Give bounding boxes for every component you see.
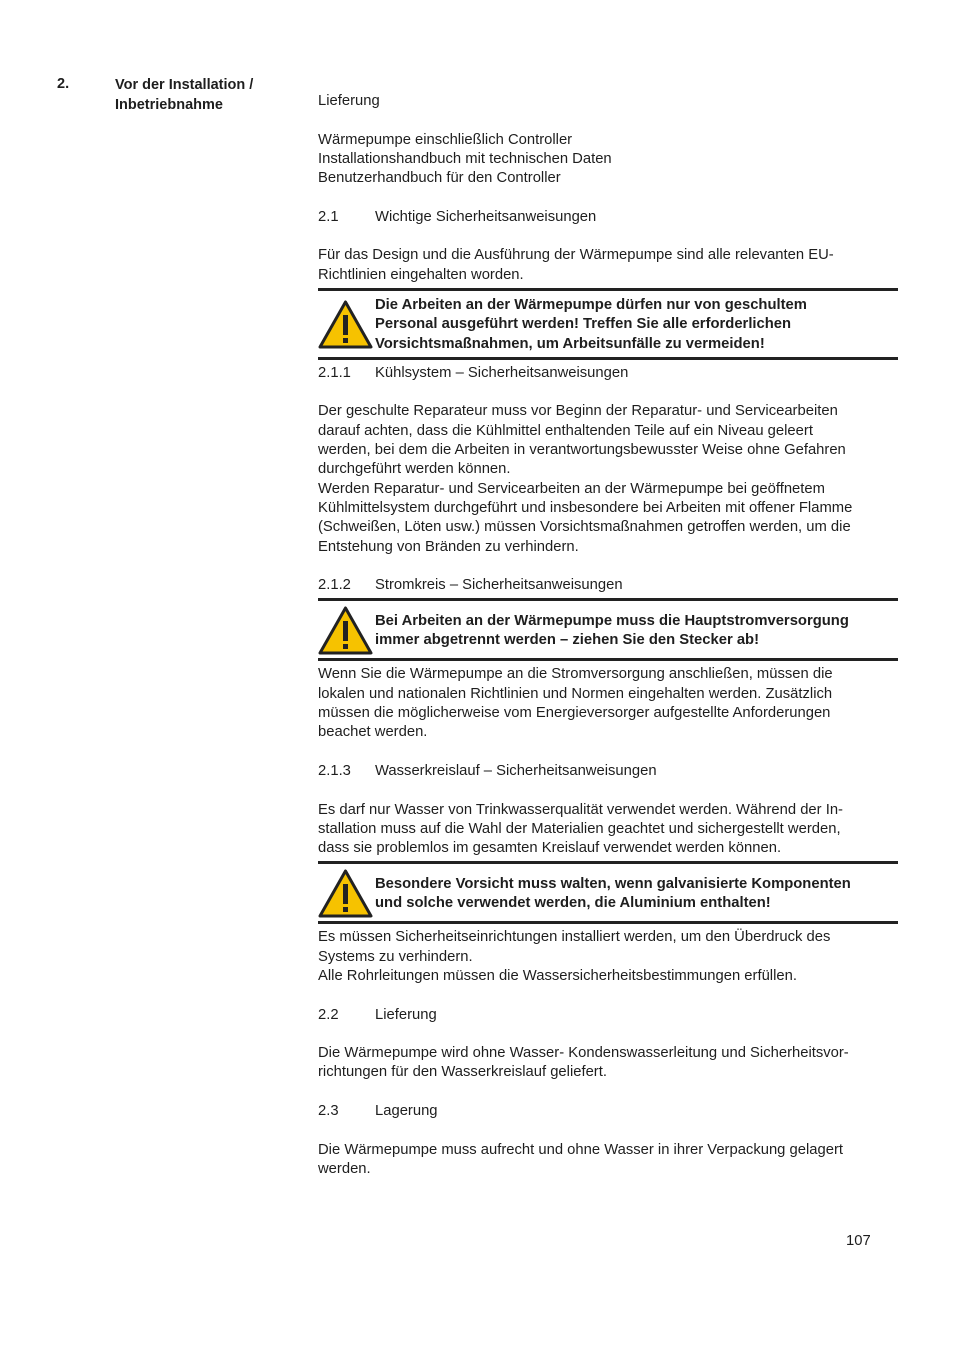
paragraph-line: Entstehung von Bränden zu verhindern. [318,538,579,555]
paragraph-line: Richtlinien eingehalten worden. [318,266,524,283]
chapter-number: 2. [57,76,70,92]
paragraph-line: Alle Rohrleitungen müssen die Wassersicherheitsbestimmungen erfüllen. [318,967,797,984]
warning-text-line: Die Arbeiten an der Wärmepumpe dürfen nur von geschultem [375,296,807,313]
delivery-heading: Lieferung [318,93,380,109]
paragraph-line: müssen die möglicherweise vom Energieversorger aufgestellte Anforderungen [318,705,831,722]
paragraph-line: durchgeführt werden können. [318,461,511,478]
paragraph-line: stallation muss auf die Wahl der Materialien geachtet und sichergestellt werden, [318,820,841,837]
paragraph-line: werden, bei dem die Arbeiten in verantwortungsbewusster Weise ohne Gefahren [318,442,846,459]
paragraph-line: Für das Design und die Ausführung der Wärmepumpe sind alle relevanten EU- [318,247,834,264]
section-number: 2.2 [318,1006,339,1023]
section-number: 2.1.1 [318,364,351,381]
paragraph-line: Der geschulte Reparateur muss vor Beginn der Reparatur- und Servicearbeiten [318,403,838,420]
section-title: Lieferung [375,1006,437,1023]
warning-box-galvanized [318,861,898,924]
section-number: 2.1 [318,208,339,225]
warning-box-personnel [318,288,898,360]
paragraph-line: beachet werden. [318,724,428,741]
warning-text-line: und solche verwendet werden, die Aluminium enthalten! [375,894,771,911]
section-heading-2-1 [318,208,898,227]
section-heading-2-1-1 [318,364,898,383]
warning-text-line: Personal ausgeführt werden! Treffen Sie alle erforderlichen [375,316,792,333]
warning-box-power [318,598,898,661]
warning-text-line: Vorsichtsmaßnahmen, um Arbeitsunfälle zu vermeiden! [375,335,765,352]
paragraph-line: Die Wärmepumpe wird ohne Wasser- Kondenswasserleitung und Sicherheitsvor- [318,1045,849,1062]
paragraph-line: (Schweißen, Löten usw.) müssen Vorsichtsmaßnahmen getroffen werden, um die [318,519,851,536]
chapter-title-line: Inbetriebnahme [115,96,223,113]
warning-text-line: Bei Arbeiten an der Wärmepumpe muss die Hauptstromversorgung [375,612,849,629]
paragraph-line: Werden Reparatur- und Servicearbeiten an der Wärmepumpe bei geöffnetem [318,480,825,497]
section-heading-2-2 [318,1006,898,1025]
paragraph-line: Kühlmittelsystem durchgeführt und insbesondere bei Arbeiten mit offener Flamme [318,499,853,516]
section-title: Wasserkreislauf – Sicherheitsanweisungen [375,762,657,779]
section-number: 2.1.3 [318,762,351,779]
chapter-title-line: Vor der Installation / [115,77,254,93]
paragraph-line: lokalen und nationalen Richtlinien und Normen eingehalten werden. Zusätzlich [318,685,833,702]
delivery-item: Benutzerhandbuch für den Controller [318,170,561,187]
delivery-item: Installationshandbuch mit technischen Daten [318,150,612,167]
paragraph-line: darauf achten, dass die Kühlmittel enthaltenden Teile auf ein Niveau geleert [318,422,813,439]
paragraph-line: werden. [318,1160,371,1177]
warning-triangle-icon [318,606,375,655]
delivery-item: Wärmepumpe einschließlich Controller [318,131,573,148]
paragraph-line: dass sie problemlos im gesamten Kreislauf verwendet werden können. [318,840,782,857]
paragraph-line: Systems zu verhindern. [318,948,473,965]
chapter-title [115,76,253,115]
section-number: 2.3 [318,1103,339,1120]
section-heading-2-1-2 [318,576,898,595]
main-content [318,92,898,1179]
warning-triangle-icon [318,300,375,349]
section-number: 2.1.2 [318,577,351,594]
page-number: 107 [846,1233,871,1249]
section-heading-2-1-3 [318,762,898,781]
paragraph-line: Die Wärmepumpe muss aufrecht und ohne Wasser in ihrer Verpackung gelagert [318,1141,844,1158]
warning-text-line: Besondere Vorsicht muss walten, wenn galvanisierte Komponenten [375,875,851,892]
paragraph-line: Wenn Sie die Wärmepumpe an die Stromversorgung anschließen, müssen die [318,666,833,683]
warning-triangle-icon [318,869,375,918]
section-heading-2-3 [318,1102,898,1121]
paragraph-line: Es müssen Sicherheitseinrichtungen installiert werden, um den Überdruck des [318,929,831,946]
section-title: Lagerung [375,1103,438,1120]
paragraph-line: richtungen für den Wasserkreislauf geliefert. [318,1064,607,1081]
warning-text-line: immer abgetrennt werden – ziehen Sie den Stecker ab! [375,631,760,648]
section-title: Kühlsystem – Sicherheitsanweisungen [375,364,629,381]
section-title: Stromkreis – Sicherheitsanweisungen [375,577,623,594]
section-title: Wichtige Sicherheitsanweisungen [375,208,597,225]
paragraph-line: Es darf nur Wasser von Trinkwasserqualität verwendet werden. Während der In- [318,801,843,818]
